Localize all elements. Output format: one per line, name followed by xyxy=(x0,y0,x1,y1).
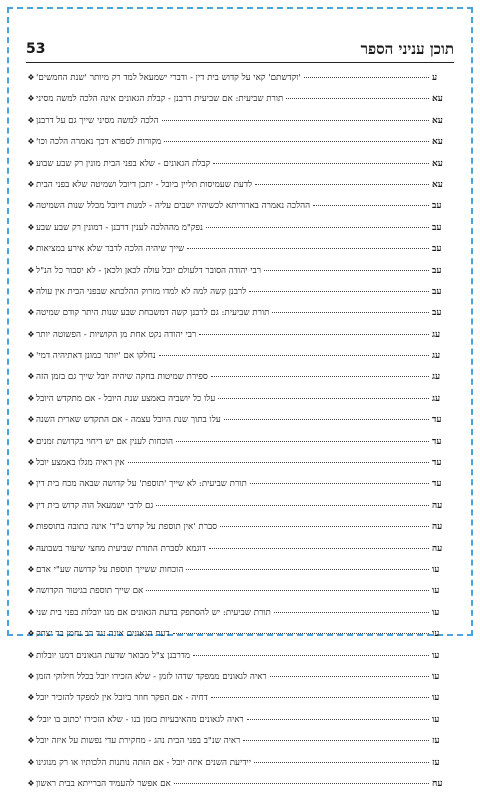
toc-entry-title: ראיה שנ"ב בפני הבית נהג - מחקירת עדי נפשות על איזה יובל xyxy=(36,736,241,747)
toc-entry-page: עב xyxy=(432,222,442,233)
dot-leader xyxy=(186,569,429,570)
diamond-bullet-icon: ❖ xyxy=(27,543,35,553)
toc-entry xyxy=(26,585,454,606)
dot-leader xyxy=(304,77,429,78)
toc-entry-title: אם אפשר להעמיד הברייתא בבית ראשון xyxy=(36,778,171,789)
toc-entry-title: הלכה למשה מסיני שייך גם על דרבנן xyxy=(36,115,159,126)
toc-entry-title: תורת שביעית: יש להסתפק בדעת הגאונים אם מנו יובלות בפני בית שני xyxy=(36,607,271,618)
dot-leader xyxy=(264,270,429,271)
toc-entry-page: עג xyxy=(432,372,441,383)
diamond-bullet-icon: ❖ xyxy=(27,179,35,189)
toc-entry-page: עה xyxy=(432,543,443,554)
toc-entry-title: רבי יהודה נקט אחת מן הקושיות - הפשוטה יותר xyxy=(36,329,197,340)
diamond-bullet-icon: ❖ xyxy=(27,650,35,660)
dot-leader xyxy=(211,376,429,377)
page-number: 53 xyxy=(26,41,46,57)
diamond-bullet-icon: ❖ xyxy=(27,736,35,746)
dot-leader xyxy=(254,762,429,763)
toc-entry-title: גם לרבי ישמעאל הוה קדוש בית דין xyxy=(36,500,154,511)
toc-entry-page: עז xyxy=(432,757,440,768)
dot-leader xyxy=(274,612,429,613)
toc-entry-title: 'וקדשתם' קאי על קדוש בית דין - ודברי ישמעאל למד רק מיותר 'שנת החמשים' xyxy=(36,73,301,83)
toc-entry xyxy=(26,607,454,628)
toc-entry-page: עב xyxy=(432,265,442,276)
toc-entry xyxy=(26,543,454,564)
diamond-bullet-icon: ❖ xyxy=(27,415,35,425)
dot-leader xyxy=(199,334,429,335)
toc-entry-title: דעת הגאונים אינה נגד רב נחמן בר יצחק xyxy=(36,629,170,640)
diamond-bullet-icon: ❖ xyxy=(27,158,35,168)
diamond-bullet-icon: ❖ xyxy=(27,201,35,211)
toc-entry-page: ע xyxy=(432,73,438,83)
diamond-bullet-icon: ❖ xyxy=(27,671,35,681)
diamond-bullet-icon: ❖ xyxy=(27,137,35,147)
diamond-bullet-icon: ❖ xyxy=(27,73,35,82)
dot-leader xyxy=(272,312,429,313)
table-of-contents xyxy=(26,72,454,799)
toc-entry-page: עד xyxy=(432,458,442,469)
toc-entry xyxy=(26,500,454,521)
toc-entry-page: עו xyxy=(432,629,440,640)
toc-entry-title: סברת 'אין תוספת על קדוש ב"ד' אינה כתובה בתוספות xyxy=(36,522,218,533)
toc-entry-page: עז xyxy=(432,736,440,747)
toc-entry-title: ההלכה נאמרה בארוריתא לכשיהיו ישבים עליה - למנות דיובל מכלל שנות השמיטה xyxy=(36,201,311,212)
toc-entry xyxy=(26,158,454,179)
dot-leader xyxy=(193,655,429,656)
toc-entry-page: עו xyxy=(432,650,440,661)
toc-entry xyxy=(26,136,454,157)
diamond-bullet-icon: ❖ xyxy=(27,522,35,532)
diamond-bullet-icon: ❖ xyxy=(27,778,35,788)
diamond-bullet-icon: ❖ xyxy=(27,458,35,468)
toc-entry xyxy=(26,564,454,585)
toc-entry xyxy=(26,757,454,778)
toc-entry-page: עב xyxy=(432,201,442,212)
dot-leader xyxy=(162,120,429,121)
dot-leader xyxy=(224,419,429,420)
dot-leader xyxy=(173,633,429,634)
dot-leader xyxy=(220,526,429,527)
toc-entry-title: יידיעת השנים איזה יובל - אם הזתה נותנות הלכותיו או רק מנוגינו xyxy=(36,757,251,768)
dot-leader xyxy=(211,697,429,698)
toc-entry-title: תורת שביעית: לא שייך 'תוספת' על קדושה שבאה מכח בית דין xyxy=(36,479,247,490)
toc-entry xyxy=(26,436,454,457)
diamond-bullet-icon: ❖ xyxy=(27,351,35,361)
toc-entry xyxy=(26,393,454,414)
diamond-bullet-icon: ❖ xyxy=(27,607,35,617)
toc-entry-title: לדעת שעמיסות תליין ביובל - יתכן דיובל ושמיטה שלא בפני הבית xyxy=(36,179,253,190)
toc-entry-title: רבי יהודה הסובר דלעולם יובל עולה לכאן ולכאן - לא יסבור כל הנ"ל xyxy=(36,265,261,276)
toc-entry-title: נחלקו אם 'יותר כמונן דאתיהיה דמי' xyxy=(36,351,156,362)
toc-entry-title: מדרבנן צ"ל מבואר שדעת הגאונים דמנו יובלות xyxy=(36,650,191,661)
toc-entry-page: עא xyxy=(432,158,443,169)
toc-entry-title: ספירת שמיטות בחקה שיהיה יובל שייך גם בזמן הזה xyxy=(36,372,208,383)
toc-entry-page: עו xyxy=(432,693,440,704)
diamond-bullet-icon: ❖ xyxy=(27,329,35,339)
diamond-bullet-icon: ❖ xyxy=(27,393,35,403)
toc-entry xyxy=(26,650,454,671)
toc-entry xyxy=(26,179,454,200)
toc-entry xyxy=(26,778,454,799)
dot-leader xyxy=(146,590,429,591)
dot-leader xyxy=(243,740,429,741)
toc-entry xyxy=(26,243,454,264)
toc-entry xyxy=(26,286,454,307)
page-header xyxy=(26,38,454,63)
diamond-bullet-icon: ❖ xyxy=(27,714,35,724)
toc-entry-page: עד xyxy=(432,415,442,426)
dot-leader xyxy=(250,483,429,484)
toc-entry xyxy=(26,371,454,392)
dot-leader xyxy=(286,98,429,99)
toc-entry xyxy=(26,735,454,756)
diamond-bullet-icon: ❖ xyxy=(27,372,35,382)
toc-entry-page: עג xyxy=(432,393,441,404)
diamond-bullet-icon: ❖ xyxy=(27,436,35,446)
dot-leader xyxy=(206,227,429,228)
toc-entry-title: קבלת הגאונים - שלא בפני הבית מונין רק שבע שבוע xyxy=(36,158,211,169)
toc-entry-title: הוכחות לענין אם יש דיחוי בקדושת זמנים xyxy=(36,436,173,447)
diamond-bullet-icon: ❖ xyxy=(27,757,35,767)
diamond-bullet-icon: ❖ xyxy=(27,479,35,489)
toc-entry-page: עו xyxy=(432,714,440,725)
toc-entry-title: עלו כל יושביה באמצע שנת היובל - אם מתקדש היובל xyxy=(36,393,216,404)
diamond-bullet-icon: ❖ xyxy=(27,308,35,318)
toc-entry xyxy=(26,350,454,371)
toc-entry-page: עא xyxy=(432,94,443,105)
toc-entry-title: מקורות לספרא דכך נאמרה הלכה וכו' xyxy=(36,137,162,148)
diamond-bullet-icon: ❖ xyxy=(27,222,35,232)
toc-entry-title: עלו בתוך שנת היובל עצמה - אם התקדש שארית השנה xyxy=(36,415,221,426)
toc-entry xyxy=(26,714,454,735)
toc-entry-page: עב xyxy=(432,308,442,319)
dot-leader xyxy=(270,676,429,677)
dot-leader xyxy=(164,141,429,142)
toc-entry-title: ראיה לגאונים מהאיבעיות בזמן בנו - שלא הזכירו 'כתוב בו יובל' xyxy=(36,714,244,725)
diamond-bullet-icon: ❖ xyxy=(27,629,35,639)
toc-entry-page: עג xyxy=(432,329,441,340)
diamond-bullet-icon: ❖ xyxy=(27,500,35,510)
toc-entry-title: הוכחות ששייך תוספת על קדושה שע"י אדם xyxy=(36,564,184,575)
document-page xyxy=(26,38,454,789)
toc-entry-title: דוגמא לסברת התורת שביעית מחצי שיעור בשבועה xyxy=(36,543,206,554)
toc-entry xyxy=(26,628,454,649)
dot-leader xyxy=(128,462,429,463)
diamond-bullet-icon: ❖ xyxy=(27,286,35,296)
toc-entry-page: עו xyxy=(432,607,440,618)
diamond-bullet-icon: ❖ xyxy=(27,693,35,703)
toc-entry-title: אם שייך תוספת בגיטור הקדושה xyxy=(36,586,144,597)
dot-leader xyxy=(159,355,429,356)
dot-leader xyxy=(176,441,429,442)
diamond-bullet-icon: ❖ xyxy=(27,115,35,125)
diamond-bullet-icon: ❖ xyxy=(27,265,35,275)
toc-entry xyxy=(26,457,454,478)
toc-entry-page: עה xyxy=(432,522,443,533)
diamond-bullet-icon: ❖ xyxy=(27,94,35,104)
toc-entry xyxy=(26,115,454,136)
toc-entry-title: אין ראיה מגלו באמצע יובל xyxy=(36,458,125,469)
toc-entry-page: עא xyxy=(432,137,443,148)
toc-entry-title: דחיה - אם הפקר חוזר ביובל אין למפקד להזכיר יובל xyxy=(36,693,208,704)
toc-entry-page: עד xyxy=(432,479,442,490)
toc-entry-title: שייך שיהיה הלכה לדבר שלא אירע במציאות xyxy=(36,244,185,255)
toc-entry-title: נפק"מ מההלכה לענין דרבנן - דמונין רק שבע שבע xyxy=(36,222,203,233)
toc-entry xyxy=(26,200,454,221)
toc-entry-page: עו xyxy=(432,564,440,575)
toc-entry xyxy=(26,72,454,93)
dot-leader xyxy=(218,398,429,399)
toc-entry xyxy=(26,265,454,286)
toc-entry xyxy=(26,478,454,499)
toc-entry-page: עב xyxy=(432,286,442,297)
diamond-bullet-icon: ❖ xyxy=(27,564,35,574)
toc-entry-page: עב xyxy=(432,244,442,255)
toc-entry-page: עה xyxy=(432,500,443,511)
toc-entry xyxy=(26,307,454,328)
diamond-bullet-icon: ❖ xyxy=(27,244,35,254)
dot-leader xyxy=(156,505,429,506)
toc-entry-page: עו xyxy=(432,671,440,682)
dot-leader xyxy=(209,548,429,549)
toc-entry-page: עו xyxy=(432,586,440,597)
toc-entry-title: תורת שביעית: גם לרבנן קשה דמשבחת שבע שנות היתר קודם שמיטה xyxy=(36,308,270,319)
dot-leader xyxy=(249,291,429,292)
diamond-bullet-icon: ❖ xyxy=(27,586,35,596)
toc-entry xyxy=(26,222,454,243)
toc-entry-title: תורת שביעית: אם שביעית דרבנן - קבלת הגאונים אינה הלכה למשה מסיני xyxy=(36,94,284,105)
toc-entry xyxy=(26,692,454,713)
dot-leader xyxy=(213,163,429,164)
dot-leader xyxy=(313,205,429,206)
running-title: תוכן עניני הספר xyxy=(360,40,454,58)
dot-leader xyxy=(255,184,429,185)
toc-entry xyxy=(26,329,454,350)
dot-leader xyxy=(187,248,429,249)
toc-entry-title: ראיה לגאונים ממפקד שדהו לזמן - שלא הזכירו יובל בכלל חילוקי הזמן xyxy=(36,671,267,682)
toc-entry-page: עא xyxy=(432,115,443,126)
toc-entry-title: לרבנן קשה למה לא למדו מזרוק ההלכתא שבפני הבית אין עולה xyxy=(36,286,247,297)
toc-entry-page: עא xyxy=(432,179,443,190)
toc-entry xyxy=(26,521,454,542)
toc-entry-page: עג xyxy=(432,351,441,362)
toc-entry-page: עח xyxy=(432,778,443,789)
toc-entry-page: עד xyxy=(432,436,442,447)
toc-entry xyxy=(26,671,454,692)
toc-entry xyxy=(26,93,454,114)
dot-leader xyxy=(174,783,429,784)
toc-entry xyxy=(26,414,454,435)
dot-leader xyxy=(247,719,429,720)
